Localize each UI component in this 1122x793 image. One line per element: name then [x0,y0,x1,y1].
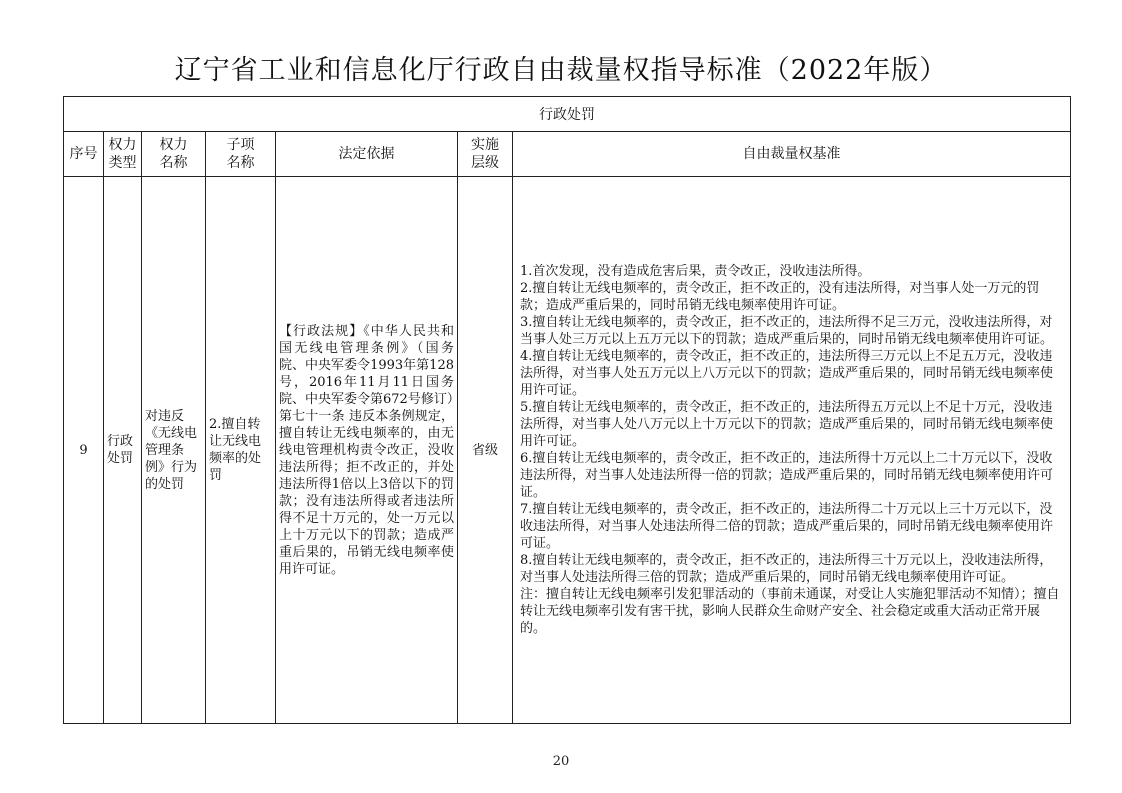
row-discretion-standard [513,177,1071,724]
section-title: 行政处罚 [64,97,1071,132]
header-discretion: 自由裁量权基准 [513,132,1071,177]
table-row [64,177,1071,724]
header-legal-basis: 法定依据 [276,132,458,177]
standard-item: 3.擅自转让无线电频率的，责令改正，拒不改正的，违法所得不足三万元，没收违法所得，对当事人处三万元以上五万元以下的罚款；造成严重后果的，同时吊销无线电频率使用许可证。 [520,315,1054,347]
row-legal-basis [276,177,458,724]
row-power-type: 行政处罚 [104,177,142,724]
standard-item: 4.擅自转让无线电频率的，责令改正，拒不改正的，违法所得三万元以上不足五万元，没收违法所得，对当事人处五万元以上八万元以下的罚款；造成严重后果的，同时吊销无线电频率使用许可证。 [520,349,1054,398]
standard-item: 7.擅自转让无线电频率的，责令改正，拒不改正的，违法所得二十万元以上三十万元以下，没收违法所得，对当事人处违法所得二倍的罚款；造成严重后果的，同时吊销无线电频率使用许可证。 [520,502,1054,551]
header-power-type: 权力类型 [104,132,142,177]
row-index: 9 [64,177,104,724]
standard-item: 1.首次发现，没有造成危害后果，责令改正，没收违法所得。 [520,264,871,279]
legal-basis-article: 第七十一条 违反本条例规定，擅自转让无线电频率的，由无线电管理机构责令改正，没收违法所得；拒不改正的，并处违法所得1倍以上3倍以下的罚款；没有违法所得或者违法所得不足十万元的，处一万元以上十万元以下的罚款；造成严重后果的，吊销无线电频率使用许可证。 [279,408,454,577]
header-row [64,132,1071,177]
row-sub-item: 2.擅自转让无线电频率的处罚 [206,177,276,724]
header-sub-item: 子项名称 [206,132,276,177]
standard-item: 8.擅自转让无线电频率的，责令改正，拒不改正的，违法所得三十万元以上，没收违法所得，对当事人处违法所得三倍的罚款；造成严重后果的，同时吊销无线电频率使用许可证。 [520,553,1053,585]
header-power-name: 权力名称 [142,132,206,177]
standard-item: 2.擅自转让无线电频率的，责令改正，拒不改正的，没有违法所得，对当事人处一万元的罚款；造成严重后果的，同时吊销无线电频率使用许可证。 [520,281,1040,313]
header-index: 序号 [64,132,104,177]
standard-item: 5.擅自转让无线电频率的，责令改正，拒不改正的，违法所得五万元以上不足十万元，没收违法所得，对当事人处八万元以上十万元以下的罚款；造成严重后果的，同时吊销无线电频率使用许可证。 [520,400,1054,449]
row-power-name: 对违反《无线电管理条例》行为的处罚 [142,177,206,724]
standard-note: 注：擅自转让无线电频率引发犯罪活动的（事前未通谋，对受让人实施犯罪活动不知情）；擅自转让无线电频率引发有害干扰，影响人民群众生命财产安全、社会稳定或重大活动正常开展的。 [520,587,1060,636]
section-row [64,97,1071,132]
header-level: 实施层级 [458,132,513,177]
row-level: 省级 [458,177,513,724]
legal-basis-citation: 【行政法规】《中华人民共和国无线电管理条例》（国务院、中央军委令1993年第128号，2016年11月11日国务院、中央军委令第672号修订） [279,323,460,407]
document-title: 辽宁省工业和信息化厅行政自由裁量权指导标准（2022年版） [174,55,948,86]
discretion-standard-table [63,96,1071,724]
page-number: 20 [552,754,570,769]
standard-item: 6.擅自转让无线电频率的，责令改正，拒不改正的，违法所得十万元以上二十万元以下，没收违法所得，对当事人处违法所得一倍的罚款；造成严重后果的，同时吊销无线电频率使用许可证。 [520,451,1054,500]
